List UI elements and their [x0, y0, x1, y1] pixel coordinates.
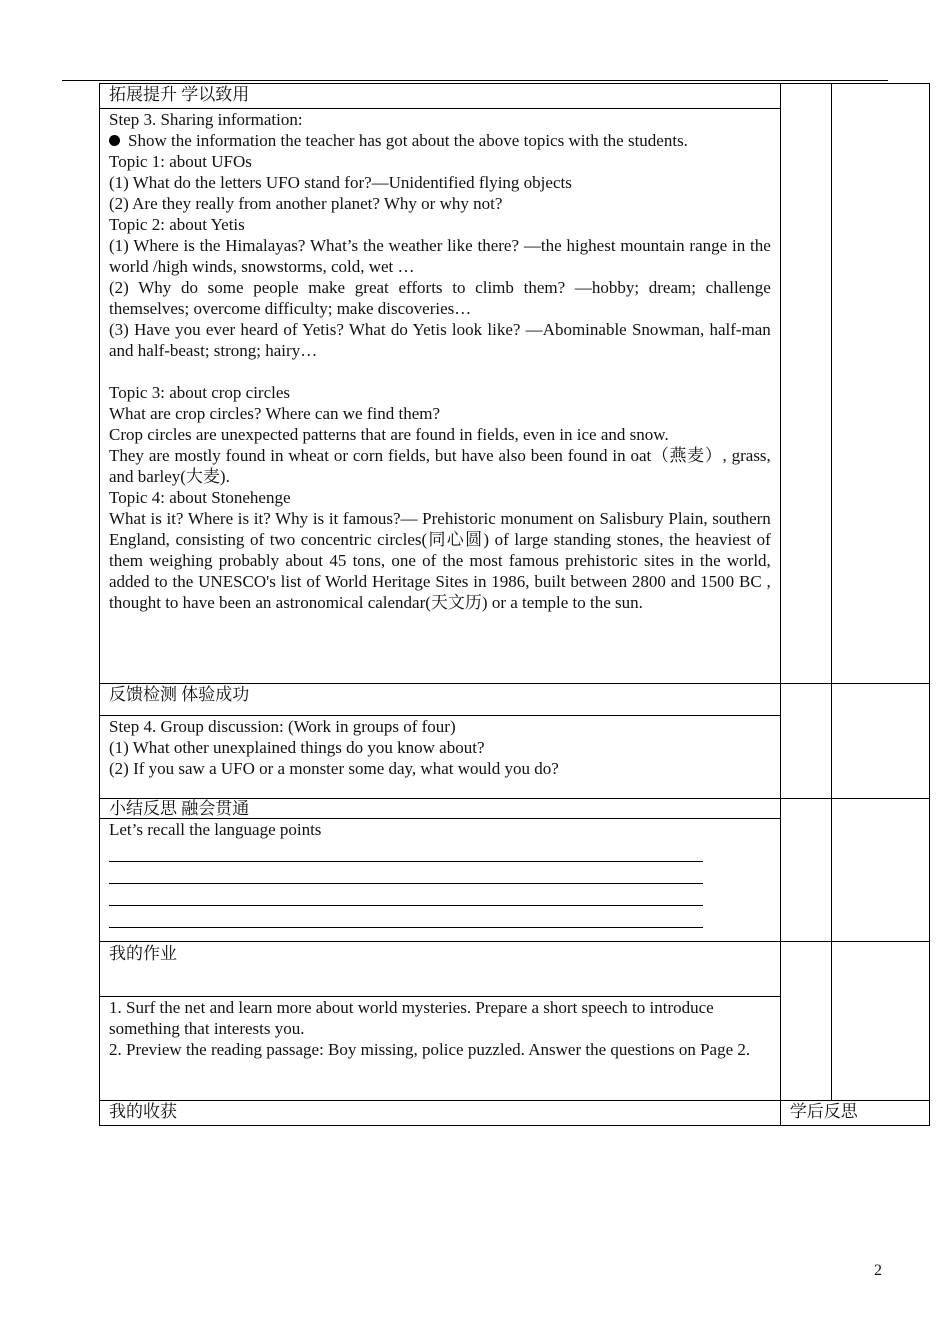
side-cell: [831, 942, 929, 1101]
answer-line[interactable]: [109, 840, 703, 862]
homework-heading-row: [100, 942, 930, 997]
extension-heading-row: [100, 84, 930, 109]
topic2-q2: (2) Why do some people make great efforts to climb them? —hobby; dream; challenge themselves; overcome difficulty; make discoveries…: [109, 278, 771, 318]
side-cell: [831, 684, 929, 799]
bullet-text: Show the information the teacher has got about the above topics with the students.: [128, 131, 688, 150]
topic2-title: Topic 2: about Yetis: [109, 215, 245, 234]
topic1-q2: (2) Are they really from another planet? Why or why not?: [109, 194, 503, 213]
bullet-icon: [109, 135, 120, 146]
side-cell: [780, 84, 831, 684]
feedback-heading: 反馈检测 体验成功: [100, 684, 781, 716]
answer-line[interactable]: [109, 884, 703, 906]
extension-body: [100, 109, 781, 684]
answer-line[interactable]: [109, 906, 703, 928]
page-number: 2: [874, 1262, 882, 1279]
answer-line[interactable]: [109, 862, 703, 884]
summary-text: Let’s recall the language points: [109, 820, 322, 839]
topic2-q3: (3) Have you ever heard of Yetis? What do Yetis look like? —Abominable Snowman, half-man and half-beast; strong; hairy…: [109, 320, 771, 360]
gains-heading: 我的收获: [100, 1101, 781, 1126]
topic4-title: Topic 4: about Stonehenge: [109, 488, 291, 507]
feedback-q2: (2) If you saw a UFO or a monster some day, what would you do?: [109, 759, 559, 778]
topic3-title: Topic 3: about crop circles: [109, 383, 291, 402]
summary-body: [100, 819, 781, 942]
topic3-a1: Crop circles are unexpected patterns that are found in fields, even in ice and snow.: [109, 425, 669, 444]
summary-heading-row: [100, 799, 930, 819]
side-cell: [831, 799, 929, 942]
lesson-table: [99, 83, 930, 1126]
step4-title: Step 4. Group discussion: (Work in groups of four): [109, 717, 456, 736]
feedback-heading-row: [100, 684, 930, 716]
feedback-body: [100, 716, 781, 799]
step3-title: Step 3. Sharing information:: [109, 110, 303, 129]
homework-item-2: 2. Preview the reading passage: Boy missing, police puzzled. Answer the questions on Page 2.: [109, 1040, 751, 1059]
side-cell: [831, 84, 929, 684]
side-cell: [780, 684, 831, 799]
side-cell: [780, 799, 831, 942]
homework-body: [100, 997, 781, 1101]
feedback-q1: (1) What other unexplained things do you know about?: [109, 738, 485, 757]
topic1-q1: (1) What do the letters UFO stand for?—Unidentified flying objects: [109, 173, 572, 192]
homework-heading: 我的作业: [100, 942, 781, 997]
homework-item-1: 1. Surf the net and learn more about world mysteries. Prepare a short speech to introduce something that interests you.: [109, 998, 714, 1038]
step3-bullet: [109, 130, 771, 151]
summary-heading: 小结反思 融会贯通: [100, 799, 781, 819]
topic3-q1: What are crop circles? Where can we find them?: [109, 404, 441, 423]
extension-heading: 拓展提升 学以致用: [100, 84, 781, 109]
side-cell: [780, 942, 831, 1101]
topic1-title: Topic 1: about UFOs: [109, 152, 252, 171]
topic2-q1: (1) Where is the Himalayas? What’s the weather like there? —the highest mountain range in the world /high winds, snowstorms, cold, wet …: [109, 236, 771, 276]
reflection-heading: 学后反思: [780, 1101, 929, 1126]
topic3-a2: They are mostly found in wheat or corn fields, but have also been found in oat（燕麦）, grass, and barley(大麦).: [109, 446, 771, 486]
header-rule: [62, 80, 888, 81]
spacer: [109, 361, 771, 382]
gains-row: [100, 1101, 930, 1126]
topic4-text: What is it? Where is it? Why is it famous?— Prehistoric monument on Salisbury Plain, southern England, consisting of two concentric circles(同心圆) of large standing stones, the heaviest of them weighing probably about 45 tons, one of the most famous prehistoric sites in the world, added to the UNESCO's list of World Heritage Sites in 1986, built between 2800 and 1500 BC , thought to have been an astronomical calendar(天文历) or a temple to the sun.: [109, 509, 771, 612]
